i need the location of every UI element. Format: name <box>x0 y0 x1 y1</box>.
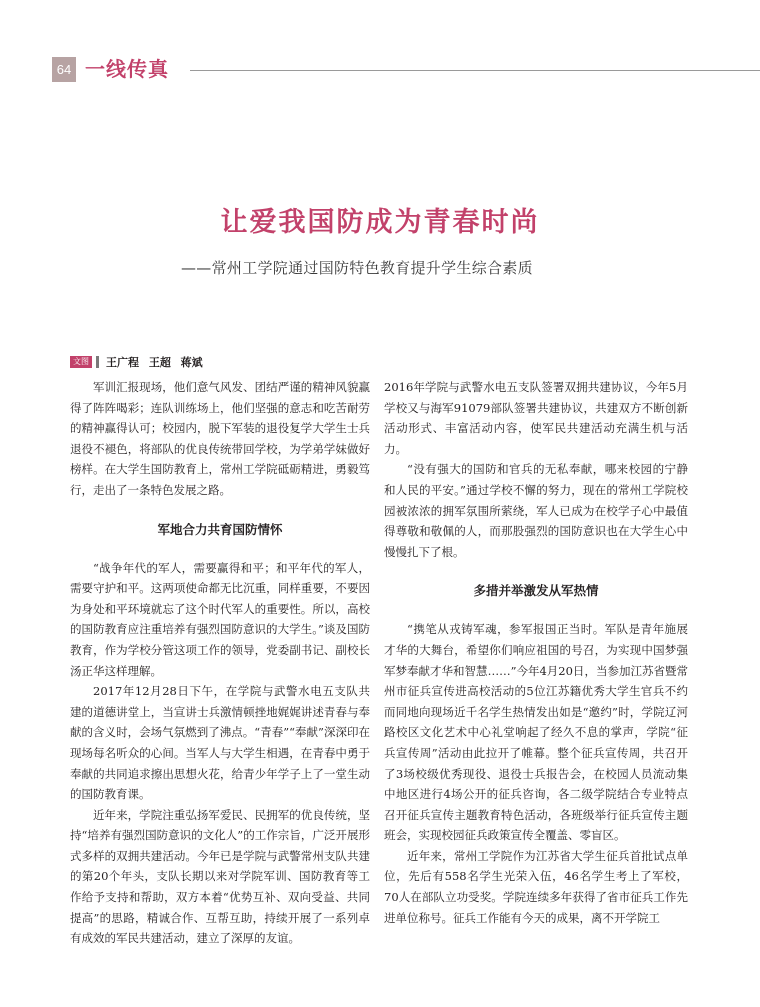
right-column <box>384 377 688 928</box>
article-subtitle: ——常州工学院通过国防特色教育提升学生综合素质 <box>181 259 533 277</box>
section-title: 一线传真 <box>85 57 169 81</box>
header-rule <box>190 70 760 71</box>
body-paragraph: 近年来，常州工学院作为江苏省大学生征兵首批试点单位，先后有558名学生光荣入伍，46名学生考上了军校，70人在部队立功受奖。学院连续多年获得了省市征兵工作先进单位称号。征兵工作能有今天的成果，离不开学院工 <box>384 848 688 925</box>
intro-paragraph: 军训汇报现场，他们意气风发、团结严谨的精神风貌赢得了阵阵喝彩；连队训练场上，他们坚强的意志和吃苦耐劳的精神赢得认可；校园内，脱下军装的退役复学大学生士兵退役不褪色，将部队的优良传统带回学校，为学弟学妹做好榜样。在大学生国防教育上，常州工学院砥砺精进，勇毅笃行，走出了一条特色发展之路。 <box>70 380 370 497</box>
section-heading-2: 多措并举激发从军热情 <box>473 583 599 599</box>
body-paragraph: “携笔从戎铸军魂，参军报国正当时。军队是青年施展才华的大舞台，希望你们响应祖国的号召，为实现中国梦强军梦奉献才华和智慧……”今年4月20日，当参加江苏省暨常州市征兵宣传进高校活动的5位江苏籍优秀大学生官兵不约而同地向现场近千名学生热情发出如是“邀约”时，学院辽河路校区文化艺术中心礼堂响起了经久不息的掌声，学院“征兵宣传周”活动由此拉开了帷幕。整个征兵宣传周，共召开了3场校级优秀现役、退役士兵报告会，在校园人员流动集中地区进行4场公开的征兵咨询，各二级学院结合专业特点召开征兵宣传主题教育特色活动，各班级举行征兵宣传主题班会，实现校园征兵政策宣传全覆盖、零盲区。 <box>384 622 688 843</box>
body-paragraph: “战争年代的军人，需要赢得和平；和平年代的军人，需要守护和平。这两项使命都无比沉重，同样重要，不要因为身处和平环境就忘了这个时代军人的重要性。所以，高校的国防教育应注重培养有强烈国防意识的大学生。”谈及国防教育，作为学校分管这项工作的领导，党委副书记、副校长汤正华这样理解。 <box>70 560 370 678</box>
byline-authors: 王广程 王超 蒋斌 <box>106 356 203 369</box>
body-paragraph: 近年来，学院注重弘扬军爱民、民拥军的优良传统，坚持“培养有强烈国防意识的文化人”的工作宗旨，广泛开展形式多样的双拥共建活动。今年已是学院与武警常州支队共建的第20个年头，支队长期以来对学院军训、国防教育等工作给予支持和帮助，双方本着“优势互补、双向受益、共同提高”的思路，精诚合作、互帮互助，持续开展了一系列卓有成效的军民共建活动，建立了深厚的友谊。 <box>70 807 370 946</box>
page-number: 64 <box>52 57 76 82</box>
page-header <box>52 57 760 83</box>
byline-tag: 文图 <box>70 356 92 368</box>
article-title: 让爱我国防成为青春时尚 <box>220 207 540 238</box>
body-paragraph-continued: 2016年学院与武警水电五支队签署双拥共建协议，今年5月学校又与海军91079部队签署共建协议，共建双方不断创新活动形式、丰富活动内容，使军民共建活动充满生机与活力。 <box>384 380 688 456</box>
section-heading-1: 军地合力共育国防情怀 <box>157 521 283 537</box>
left-column <box>70 377 370 949</box>
byline-divider <box>96 356 99 368</box>
body-paragraph: 2017年12月28日下午，在学院与武警水电五支队共建的道德讲堂上，当宣讲士兵激情顿挫地娓娓讲述青春与奉献的含义时，会场气氛燃到了沸点。“青春”“奉献”深深印在现场每名听众的心间。当军人与大学生相遇，在青春中勇于奉献的共同追求擦出思想火花，给青少年学子上了一堂生动的国防教育课。 <box>70 684 370 802</box>
body-paragraph: “没有强大的国防和官兵的无私奉献，哪来校园的宁静和人民的平安。”通过学校不懈的努力，现在的常州工学院校园被浓浓的拥军氛围所萦绕，军人已成为在校学子心中最值得尊敬和敬佩的人，而那股强烈的国防意识也在大学生心中慢慢扎下了根。 <box>384 462 688 559</box>
